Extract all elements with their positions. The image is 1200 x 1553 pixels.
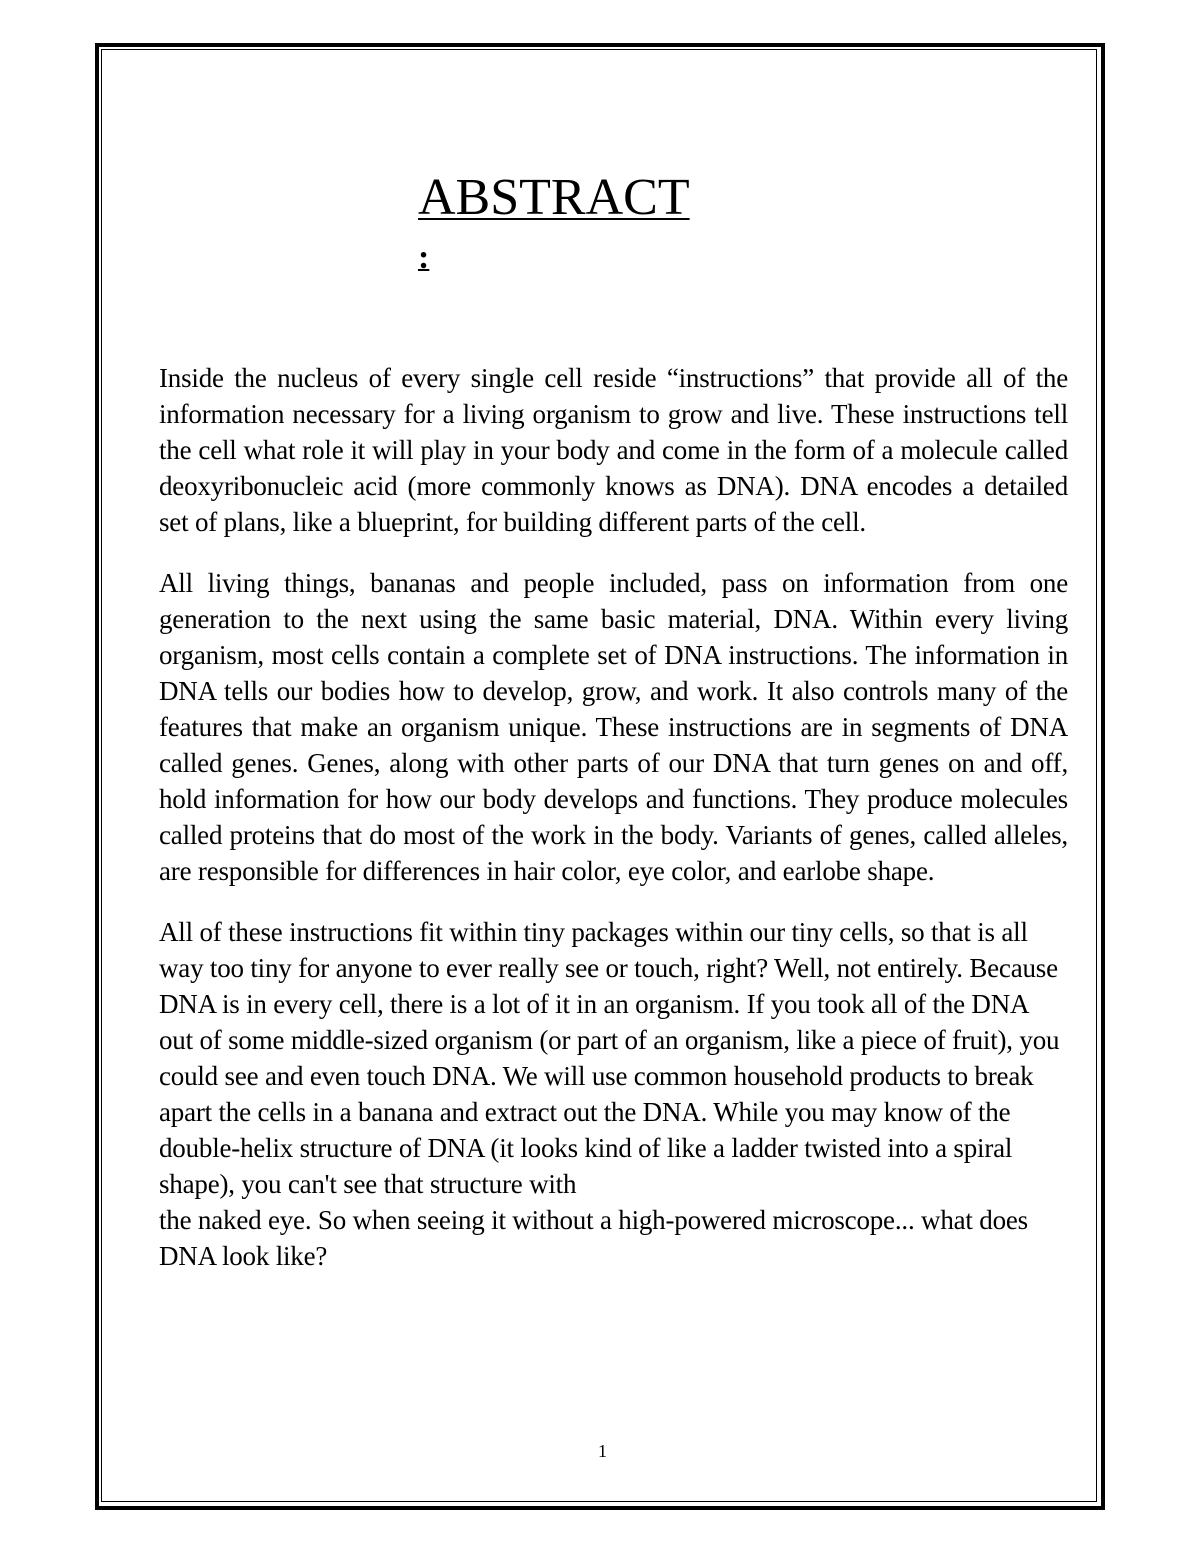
abstract-body: [159, 360, 1068, 1299]
paragraph-2: All living things, bananas and people included, pass on information from one generation to the next using the same basic material, DNA. Within every living organism, most cells contain a complete set of DNA instructions. The information in DNA tells our bodies how to develop, grow, and work. It also controls many of the features that make an organism unique. These instructions are in segments of DNA called genes. Genes, along with other parts of our DNA that turn genes on and off, hold information for how our body develops and functions. They produce molecules called proteins that do most of the work in the body. Variants of genes, called alleles, are responsible for differences in hair color, eye color, and earlobe shape.: [159, 568, 1068, 886]
paragraph-1: Inside the nucleus of every single cell reside “instructions” that provide all of the information necessary for a living organism to grow and live. These instructions tell the cell what role it will play in your body and come in the form of a molecule called deoxyribonucleic acid (more commonly knows as DNA). DNA encodes a detailed set of plans, like a blueprint, for building different parts of the cell.: [159, 363, 1068, 537]
paragraph-3: All of these instructions fit within tiny packages within our tiny cells, so that is all way too tiny for anyone to ever really see or touch, right? Well, not entirely. Because DNA is in every cell, there is a lot of it in an organism. If you took all of the DNA out of some middle-sized organism (or part of an organism, like a piece of fruit), you could see and even touch DNA. We will use common household products to break apart the cells in a banana and extract out the DNA. While you may know of the double-helix structure of DNA (it looks kind of like a ladder twisted into a spiral shape), you can't see that structure with: [159, 917, 1060, 1199]
paragraph-4: the naked eye. So when seeing it without a high-powered microscope... what does DNA look like?: [159, 1205, 1028, 1271]
title-colon: :: [418, 239, 430, 276]
page-number: 1: [598, 1441, 607, 1461]
page-title: ABSTRACT: [418, 169, 690, 226]
